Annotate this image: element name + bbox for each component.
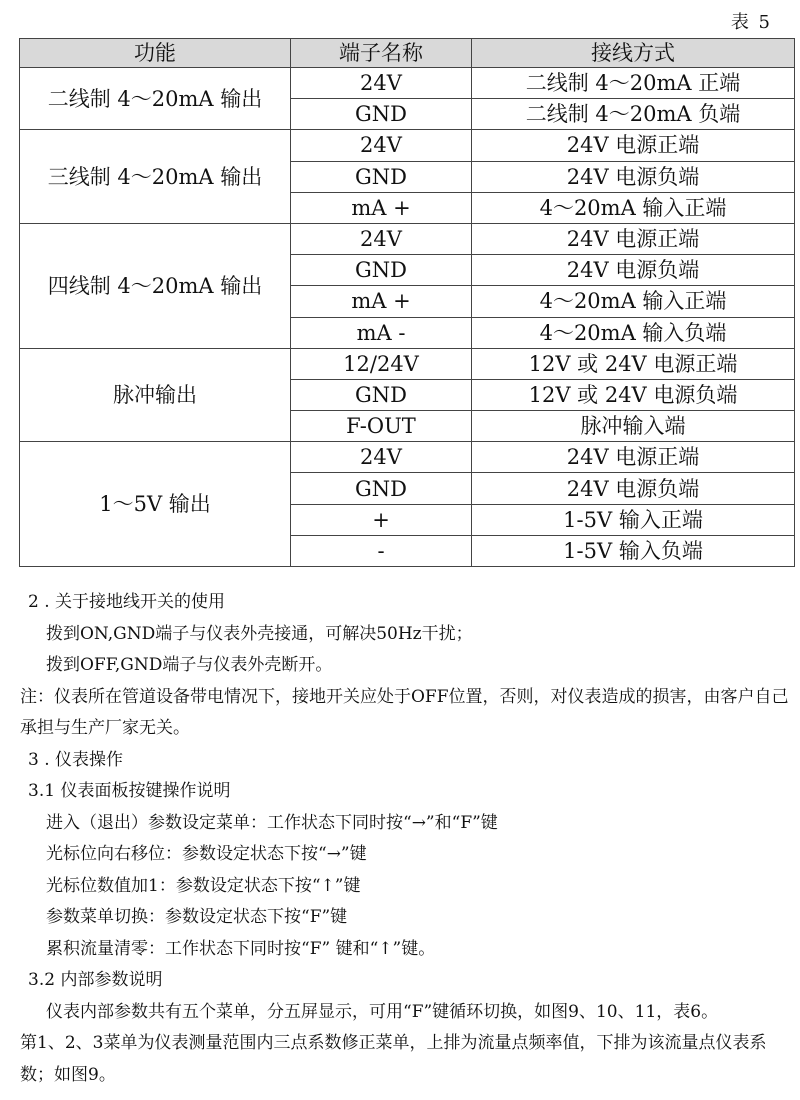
key-instruction: 累积流量清零：工作状态下同时按“F” 键和“↑”键。	[46, 938, 436, 959]
paragraph: 仪表内部参数共有五个菜单，分五屏显示，可用“F”键循环切换，如图9、10、11，表6。	[46, 1001, 719, 1022]
terminal-cell: F-OUT	[291, 411, 472, 442]
section-2-title: 2 . 关于接地线开关的使用	[28, 592, 226, 612]
wiring-cell: 24V 电源负端	[472, 255, 795, 286]
function-cell: 三线制 4～20mA 输出	[20, 130, 291, 224]
table-row	[20, 130, 795, 161]
section-3-1-title: 3.1 仪表面板按键操作说明	[28, 781, 231, 801]
wiring-cell: 二线制 4～20mA 正端	[472, 68, 795, 99]
key-instruction: 进入（退出）参数设定菜单：工作状态下同时按“→”和“F”键	[46, 812, 498, 833]
table-row	[20, 348, 795, 379]
table-row	[20, 442, 795, 473]
section-2-line-on: 拨到ON,GND端子与仪表外壳接通，可解决50Hz干扰；	[46, 623, 473, 644]
wiring-table	[19, 38, 795, 567]
header-terminal: 端子名称	[291, 39, 472, 68]
header-function: 功能	[20, 39, 291, 68]
function-cell: 四线制 4～20mA 输出	[20, 223, 291, 348]
terminal-cell: GND	[291, 255, 472, 286]
wiring-cell: 24V 电源正端	[472, 442, 795, 473]
function-cell: 脉冲输出	[20, 348, 291, 442]
terminal-cell: GND	[291, 99, 472, 130]
wiring-cell: 12V 或 24V 电源正端	[472, 348, 795, 379]
section-3-2-title: 3.2 内部参数说明	[28, 970, 163, 990]
terminal-cell: 24V	[291, 130, 472, 161]
terminal-cell: 12/24V	[291, 348, 472, 379]
wiring-cell: 1-5V 输入正端	[472, 504, 795, 535]
section-2-line-off: 拨到OFF,GND端子与仪表外壳断开。	[46, 655, 333, 675]
wiring-cell: 24V 电源正端	[472, 223, 795, 254]
wiring-cell: 4～20mA 输入正端	[472, 192, 795, 223]
body-text	[20, 587, 790, 1091]
paragraph: 第1、2、3菜单为仪表测量范围内三点系数修正菜单，上排为流量点频率值，下排为该流量点仪表系数；如图9。	[20, 1033, 767, 1085]
table-header-row	[20, 39, 795, 68]
function-cell: 二线制 4～20mA 输出	[20, 68, 291, 130]
terminal-cell: GND	[291, 379, 472, 410]
terminal-cell: 24V	[291, 442, 472, 473]
table-row	[20, 68, 795, 99]
wiring-cell: 二线制 4～20mA 负端	[472, 99, 795, 130]
terminal-cell: 24V	[291, 223, 472, 254]
wiring-cell: 24V 电源负端	[472, 473, 795, 504]
table-caption: 表 5	[730, 12, 772, 33]
wiring-cell: 24V 电源正端	[472, 130, 795, 161]
key-instruction: 光标位数值加1：参数设定状态下按“↑”键	[46, 875, 361, 896]
terminal-cell: GND	[291, 473, 472, 504]
wiring-cell: 脉冲输入端	[472, 411, 795, 442]
wiring-cell: 24V 电源负端	[472, 161, 795, 192]
wiring-cell: 12V 或 24V 电源负端	[472, 379, 795, 410]
table-row	[20, 223, 795, 254]
key-instruction: 参数菜单切换：参数设定状态下按“F”键	[46, 907, 348, 927]
terminal-cell: +	[291, 504, 472, 535]
section-3-title: 3 . 仪表操作	[28, 749, 124, 770]
terminal-cell: 24V	[291, 68, 472, 99]
function-cell: 1～5V 输出	[20, 442, 291, 567]
key-instruction: 光标位向右移位：参数设定状态下按“→”键	[46, 844, 367, 864]
header-wiring: 接线方式	[472, 39, 795, 68]
terminal-cell: mA +	[291, 192, 472, 223]
wiring-cell: 4～20mA 输入负端	[472, 317, 795, 348]
terminal-cell: mA -	[291, 317, 472, 348]
terminal-cell: mA +	[291, 286, 472, 317]
warning-note: 注：仪表所在管道设备带电情况下，接地开关应处于OFF位置，否则，对仪表造成的损害，由客户自己承担与生产厂家无关。	[20, 686, 789, 738]
wiring-cell: 1-5V 输入负端	[472, 535, 795, 566]
terminal-cell: GND	[291, 161, 472, 192]
wiring-cell: 4～20mA 输入正端	[472, 286, 795, 317]
terminal-cell: -	[291, 535, 472, 566]
